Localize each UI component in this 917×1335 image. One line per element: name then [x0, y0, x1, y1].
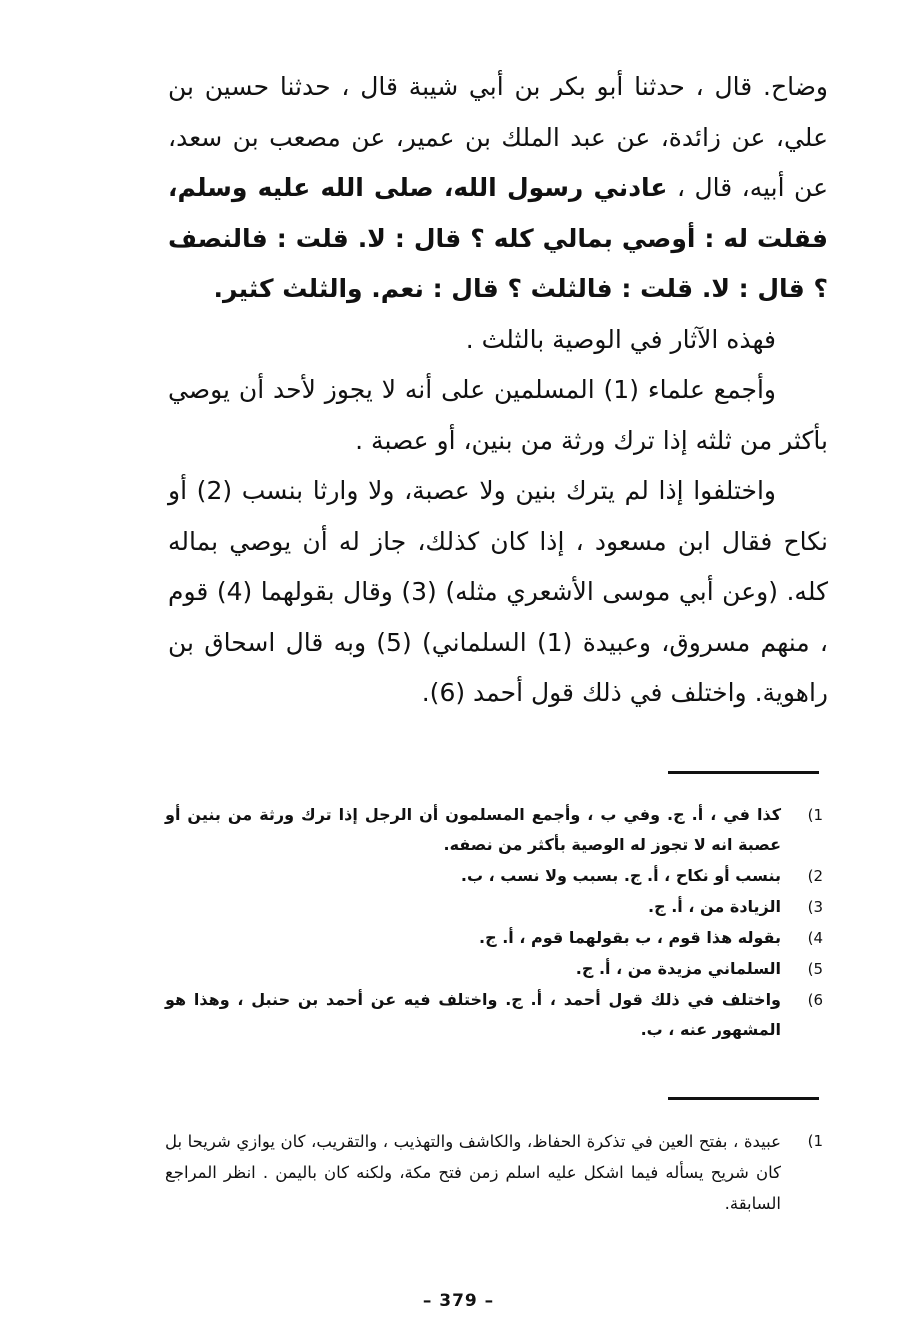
footnote-number: 2) [807, 867, 823, 885]
main-text [168, 62, 828, 719]
footnote-text: واختلف في ذلك قول أحمد ، أ. ج. واختلف فيه عن أحمد بن حنبل ، وهذا هو المشهور عنه ، ب. [165, 990, 781, 1039]
footnote-number: 5) [807, 960, 823, 978]
page-number: – 379 – [422, 1291, 495, 1311]
footnote-text: بقوله هذا قوم ، ب بقولهما قوم ، أ. ج. [479, 928, 781, 947]
paragraph-consensus: وأجمع علماء (1) المسلمين على أنه لا يجوز لأحد أن يوصي بأكثر من ثلثه إذا ترك ورثة من بنين، أو عصبة . [168, 375, 828, 455]
footnote-number: 6) [807, 991, 823, 1009]
footnote-text: السلماني مزيدة من ، أ. ج. [575, 959, 781, 978]
paragraph-disagreement: واختلفوا إذا لم يترك بنين ولا عصبة، ولا وارثا بنسب (2) أو نكاح فقال ابن مسعود ، إذا كان كذلك، جاز له أن يوصي بماله كله. (وعن أبي موسى الأشعري مثله) (3) وقال بقولهما (4) قوم ، منهم مسروق، وعبيدة (1) السلماني) (5) وبه قال اسحاق بن راهوية. واختلف في ذلك قول أحمد (6). [168, 476, 828, 707]
footnote-item [165, 800, 823, 860]
manuscript-footnotes [165, 800, 823, 1046]
footnote-item [165, 861, 823, 891]
footnote-item [165, 923, 823, 953]
editor-note-item [165, 1126, 823, 1219]
footnote-number: 3) [807, 898, 823, 916]
editor-notes-divider [668, 1097, 819, 1100]
hadith-isnad: وضاح. قال ، حدثنا أبو بكر بن أبي شيبة قال ، حدثنا حسين بن علي، عن زائدة، عن عبد الملك بن عمير، عن مصعب بن سعد، عن أبيه، قال ، [168, 72, 828, 202]
hadith-matn: عادني رسول الله، صلى الله عليه وسلم، فقلت له : أوصي بمالي كله ؟ قال : لا. قلت : فالنصف ؟ قال : لا. قلت : فالثلث ؟ قال : نعم. والثلث كثير. [168, 173, 828, 303]
footnote-text: كذا في ، أ. ج. وفي ب ، وأجمع المسلمون أن الرجل إذا ترك ورثة من بنين أو عصبة انه لا تجوز له الوصية بأكثر من نصفه. [165, 805, 781, 854]
footnote-item [165, 954, 823, 984]
paragraph-summary: فهذه الآثار في الوصية بالثلث . [465, 324, 776, 354]
footnote-number: 4) [807, 929, 823, 947]
paragraph-hadith-chain [168, 62, 828, 315]
footnote-item [165, 985, 823, 1045]
footnote-text: بنسب أو نكاح ، أ. ج. بسبب ولا نسب ، ب. [460, 866, 781, 885]
footnote-divider [668, 771, 819, 774]
footnote-text: الزيادة من ، أ. ج. [648, 897, 781, 916]
footnote-number: 1) [807, 806, 823, 824]
editor-note-number: 1) [807, 1132, 823, 1150]
footnote-item [165, 892, 823, 922]
editor-notes [165, 1126, 823, 1219]
editor-note-text: عبيدة ، بفتح العين في تذكرة الحفاظ، والكاشف والتهذيب ، والتقريب، كان يوازي شريحا بل كان شريح يسأله فيما اشكل عليه اسلم زمن فتح مكة، ولكنه كان باليمن . انظر المراجع السابقة. [165, 1132, 781, 1213]
